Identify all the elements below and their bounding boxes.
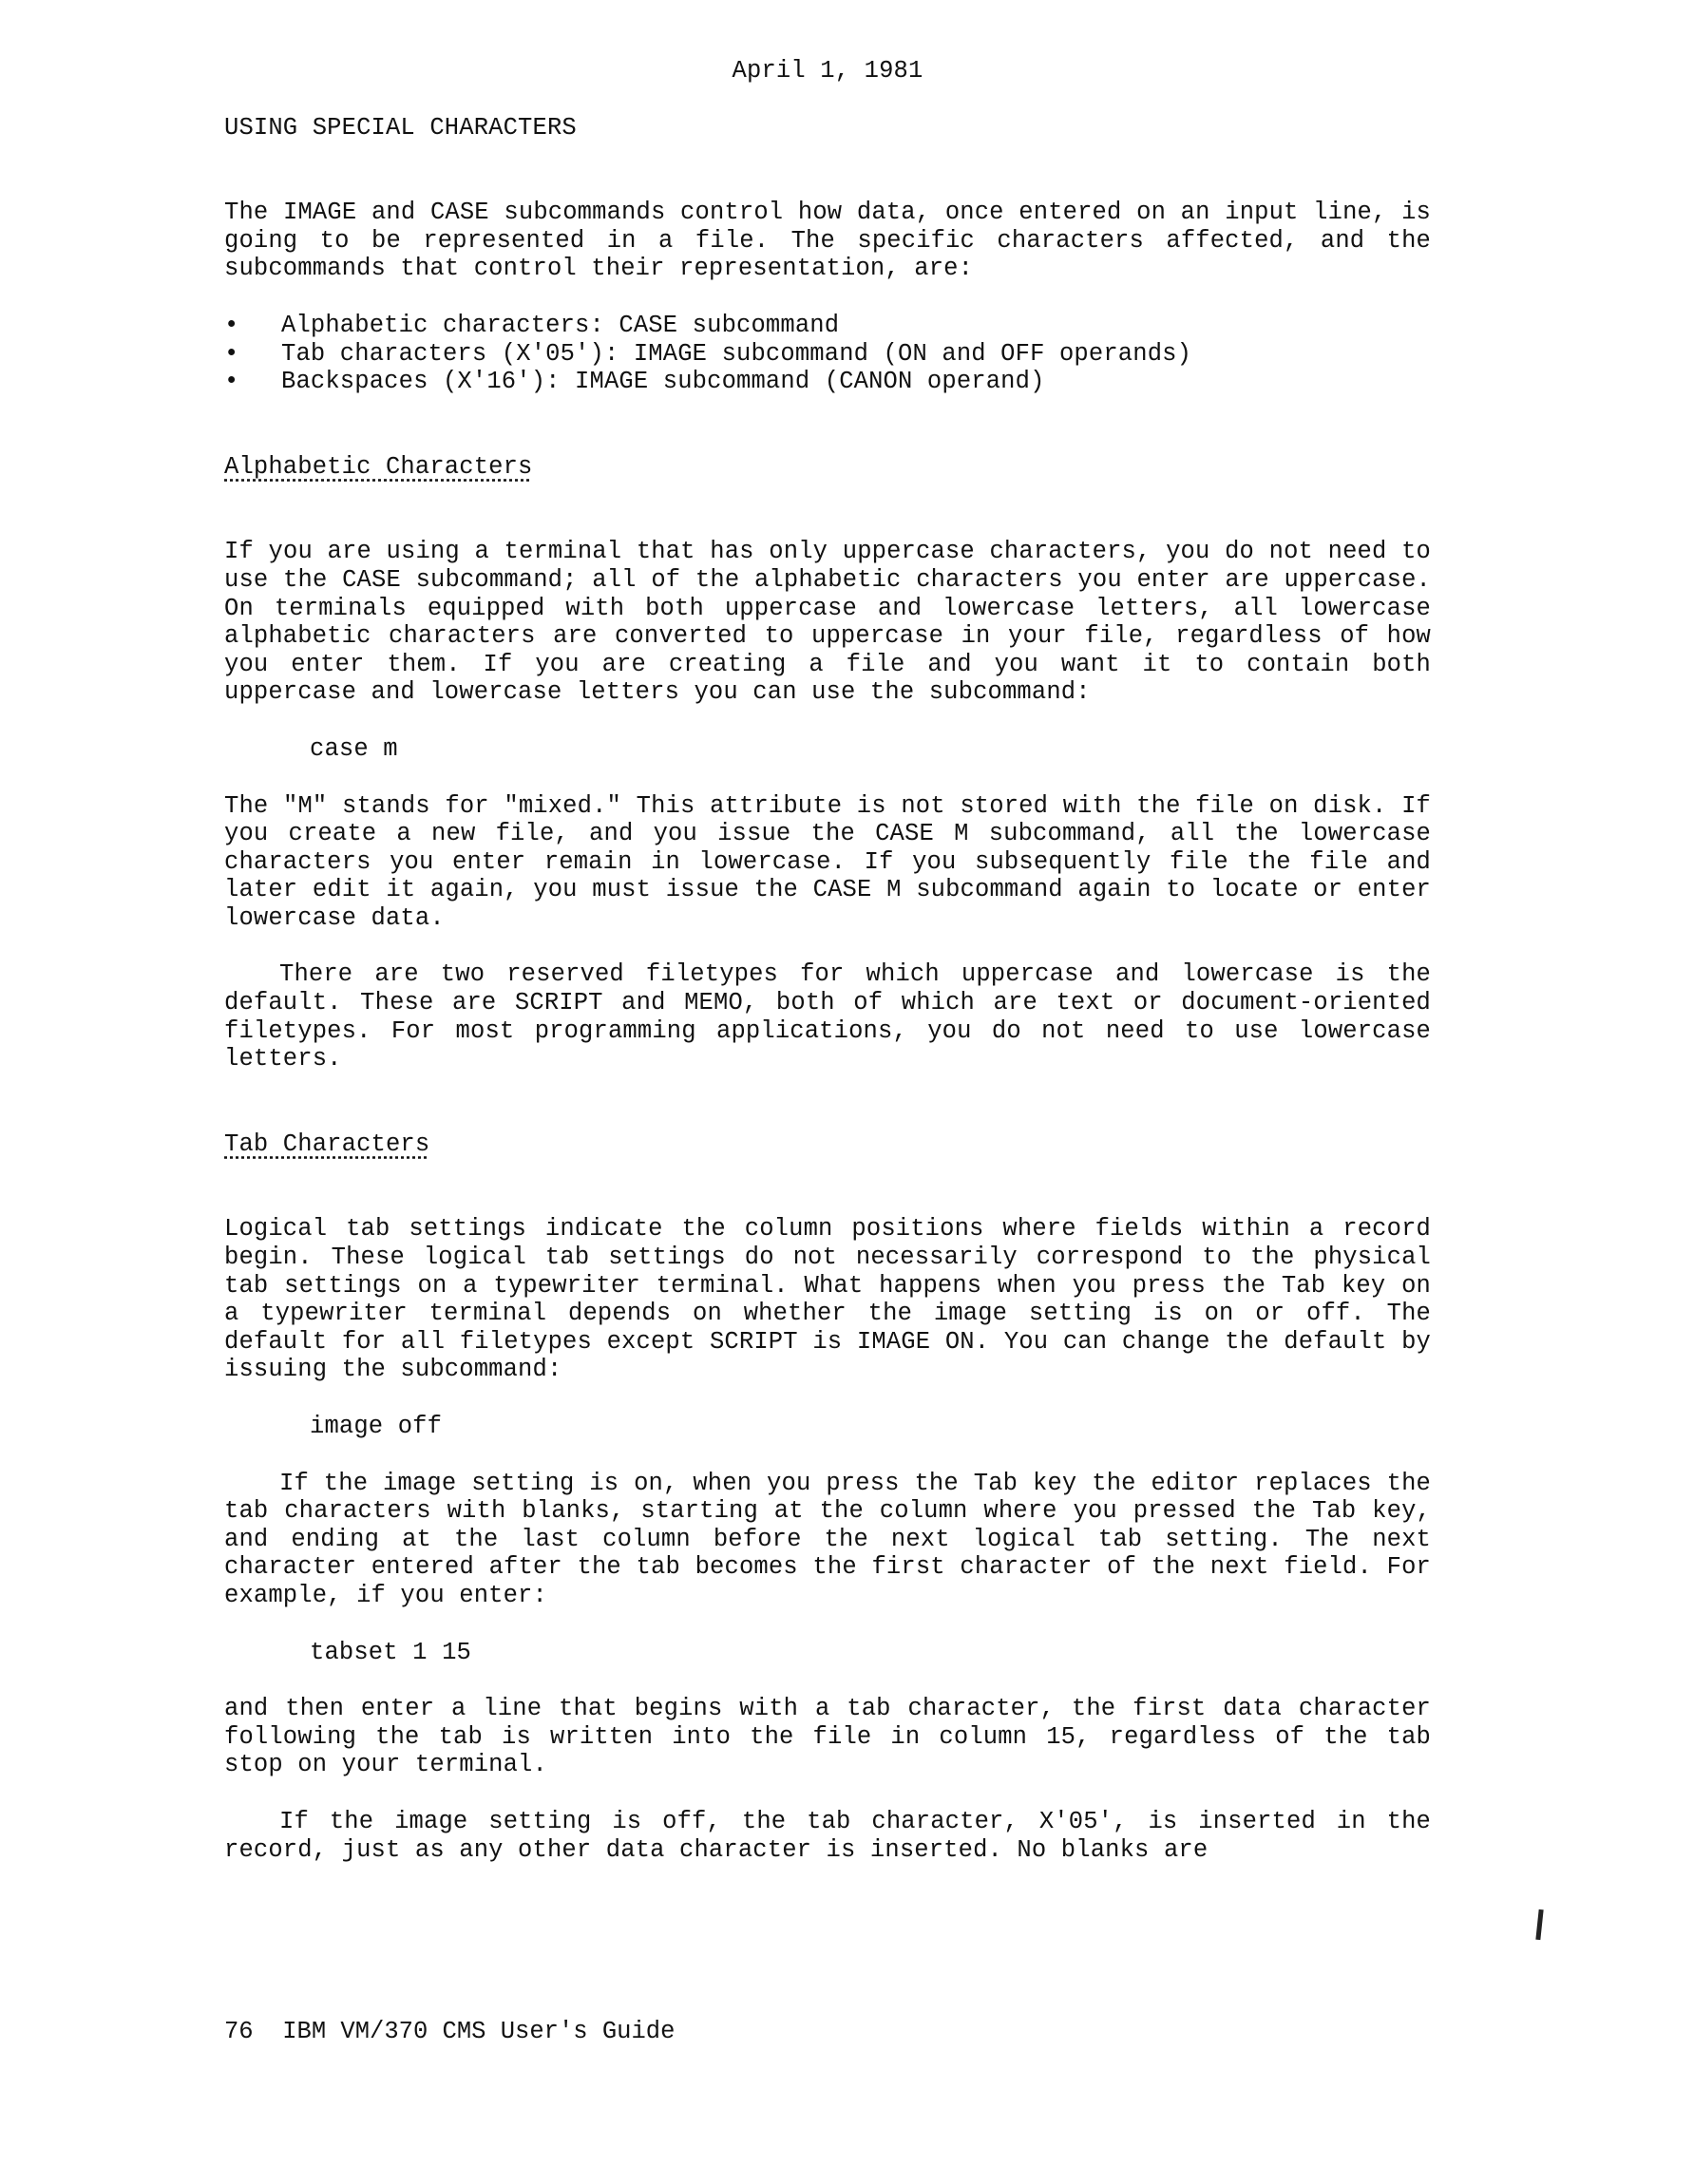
- tab-paragraph-1: Logical tab settings indicate the column positions where fields within a record begin. These logical tab settings do not necessarily correspond to the physical tab settings on a typewriter terminal. What happens when you press the Tab key on a typewriter terminal depends on whether the image setting is on or off. The default for all filetypes except SCRIPT is IMAGE ON. You can change the default by issuing the subcommand:: [224, 1215, 1446, 1384]
- revision-bar: [1535, 1909, 1543, 1940]
- footer-title: IBM VM/370 CMS User's Guide: [282, 2018, 676, 2045]
- tab-paragraph-2: If the image setting is on, when you press the Tab key the editor replaces the tab characters with blanks, starting at the column where you pressed the Tab key, and ending at the last column before the next logical tab setting. The next character entered after the tab becomes the first character of the next field. For example, if you enter:: [224, 1469, 1446, 1609]
- document-page: [224, 57, 1446, 1864]
- image-command-example: image off: [310, 1413, 443, 1440]
- list-item: • Tab characters (X'05'): IMAGE subcommand (ON and OFF operands): [224, 340, 1431, 369]
- intro-paragraph: The IMAGE and CASE subcommands control how data, once entered on an input line, is going to be represented in a file. The specific characters affected, and the subcommands that control their representation, are:: [224, 199, 1446, 283]
- page-date: April 1, 1981: [732, 57, 923, 85]
- character-list: [224, 312, 1431, 396]
- section-title: USING SPECIAL CHARACTERS: [224, 113, 577, 142]
- tab-characters-heading: Tab Characters: [224, 1130, 430, 1158]
- page-footer: [224, 2018, 675, 2046]
- tab-paragraph-4: If the image setting is off, the tab character, X'05', is inserted in the record, just as any other data character is inserted. No blanks are: [224, 1807, 1446, 1864]
- tab-paragraph-3: and then enter a line that begins with a tab character, the first data character following the tab is written into the file in column 15, regardless of the tab stop on your terminal.: [224, 1695, 1446, 1779]
- page-number: 76: [224, 2018, 254, 2045]
- alphabetic-paragraph-3: There are two reserved filetypes for which uppercase and lowercase is the default. These are SCRIPT and MEMO, both of which are text or document-oriented filetypes. For most programming applications, you do not need to use lowercase letters.: [224, 960, 1446, 1073]
- list-item: • Alphabetic characters: CASE subcommand: [224, 312, 1431, 340]
- list-item: • Backspaces (X'16'): IMAGE subcommand (CANON operand): [224, 368, 1431, 396]
- alphabetic-paragraph-2: The "M" stands for "mixed." This attribute is not stored with the file on disk. If you create a new file, and you issue the CASE M subcommand, all the lowercase characters you enter remain in lowercase. If you subsequently file the file and later edit it again, you must issue the CASE M subcommand again to locate or enter lowercase data.: [224, 791, 1446, 932]
- alphabetic-characters-heading: Alphabetic Characters: [224, 452, 533, 481]
- case-command-example: case m: [310, 734, 398, 763]
- alphabetic-paragraph-1: If you are using a terminal that has only uppercase characters, you do not need to use the CASE subcommand; all of the alphabetic characters you enter are uppercase. On terminals equipped with both uppercase and lowercase letters, all lowercase alphabetic characters are converted to uppercase in your file, regardless of how you enter them. If you are creating a file and you want it to contain both uppercase and lowercase letters you can use the subcommand:: [224, 538, 1446, 707]
- tabset-command-example: tabset 1 15: [310, 1638, 471, 1666]
